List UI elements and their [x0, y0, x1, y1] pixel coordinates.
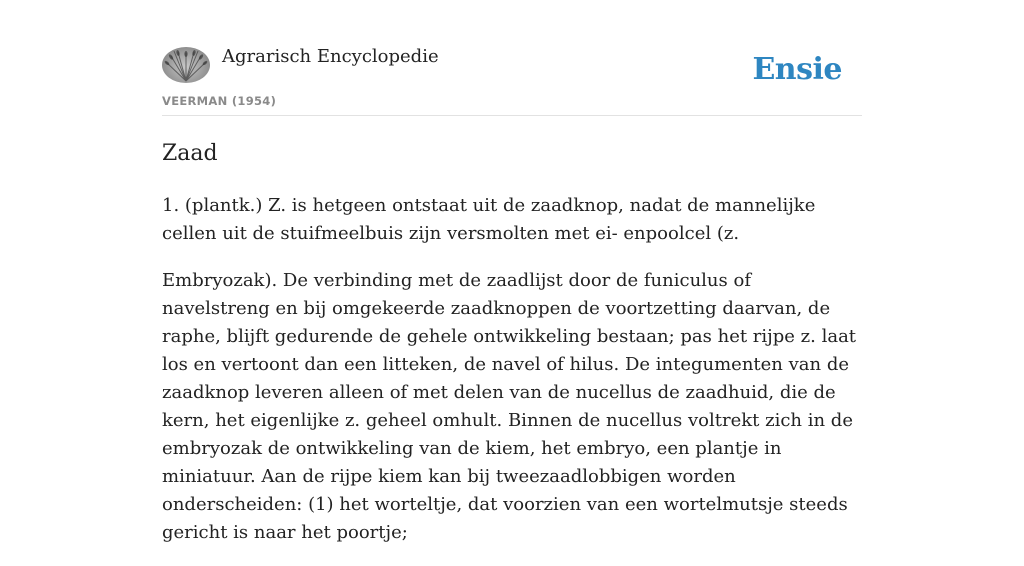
source-meta: VEERMAN (1954) — [162, 94, 277, 108]
brand-logo[interactable]: Ensie — [752, 52, 842, 87]
source-title[interactable]: Agrarisch Encyclopedie — [222, 46, 439, 67]
article-paragraph: 1. (plantk.) Z. is hetgeen ontstaat uit de zaadknop, nadat de mannelijke cellen uit de stuifmeelbuis zijn versmolten met ei- enpoolcel (z. — [162, 195, 816, 244]
article-paragraph: Embryozak). De verbinding met de zaadlijst door de funiculus of navelstreng en bij omgekeerde zaadknoppen de voortzetting daarvan, de raphe, blijft gedurende de gehele ontwikkeling bestaan; pas het rijpe z. laat los en vertoont dan een litteken, de navel of hilus. De integumenten van de zaadknop leveren alleen of met delen van de nucellus de zaadhuid, die de kern, het eigenlijke z. geheel omhult. Binnen de nucellus voltrekt zich in de embryozak de ontwikkeling van de kiem, het embryo, een plantje in miniatuur. Aan de rijpe kiem kan bij tweezaadlobbigen worden onderscheiden: (1) het worteltje, dat voorzien van een wortelmutsje steeds gericht is naar het poortje; — [162, 270, 857, 543]
wheat-sheaf-icon[interactable] — [162, 47, 210, 83]
page — [162, 0, 862, 543]
article-body — [162, 192, 862, 566]
page-title: Zaad — [162, 141, 218, 166]
page-header — [162, 0, 862, 116]
